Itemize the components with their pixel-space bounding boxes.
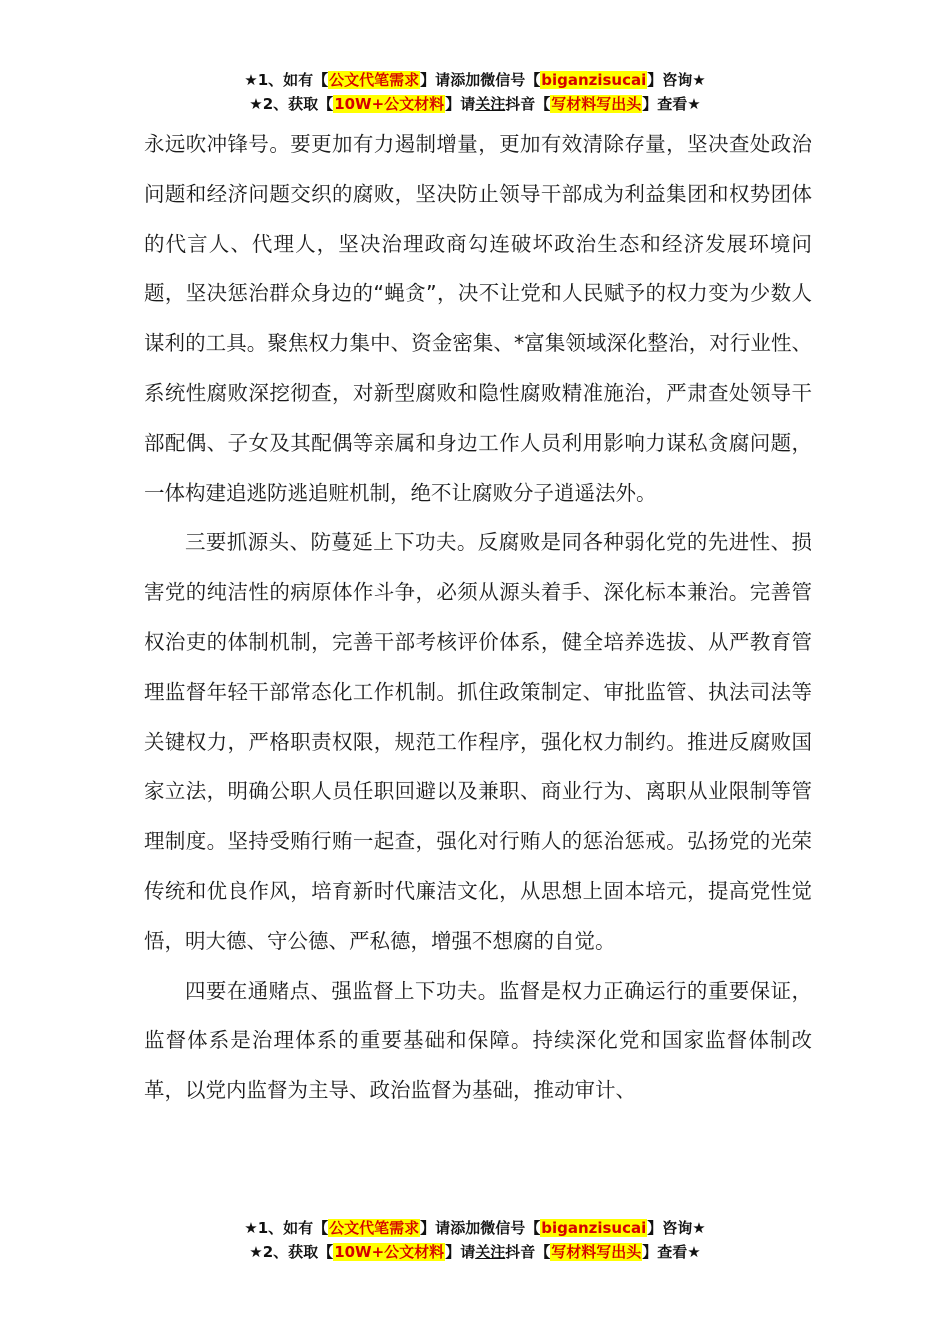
banner-text: 关注 [475, 95, 506, 113]
banner-text: 】咨询★ [647, 71, 706, 89]
banner-line-2 [0, 92, 950, 116]
banner-highlight: 公文代笔需求 [329, 71, 420, 89]
banner-text: 】请 [445, 95, 476, 113]
banner-text: 】查看★ [642, 95, 701, 113]
banner-text: ★2、获取【 [249, 1243, 334, 1261]
banner-highlight: 公文代笔需求 [329, 1219, 420, 1237]
banner-text: ★2、获取【 [249, 95, 334, 113]
banner-text: 】咨询★ [647, 1219, 706, 1237]
banner-text: 】请 [420, 1219, 451, 1237]
footer-banner [0, 1216, 950, 1264]
banner-text: 添加 [450, 71, 481, 89]
banner-text: ★1、如有【 [244, 71, 329, 89]
banner-line-2 [0, 1240, 950, 1264]
banner-text: 】请 [445, 1243, 476, 1261]
banner-text: 添加 [450, 1219, 481, 1237]
header-banner [0, 68, 950, 116]
banner-highlight: biganzisucai [541, 1219, 647, 1237]
banner-text: ★1、如有【 [244, 1219, 329, 1237]
banner-text: 抖音【 [505, 1243, 551, 1261]
document-body [144, 120, 812, 1116]
banner-line-1 [0, 1216, 950, 1240]
banner-line-1 [0, 68, 950, 92]
banner-highlight: 写材料写出头 [551, 1243, 642, 1261]
paragraph-four: 四要在通赌点、强监督上下功夫。监督是权力正确运行的重要保证，监督体系是治理体系的重要基础和保障。持续深化党和国家监督体制改革，以党内监督为主导、政治监督为基础，推动审计、 [144, 978, 812, 1103]
banner-text: 关注 [475, 1243, 506, 1261]
paragraph-continued: 永远吹冲锋号。要更加有力遏制增量，更加有效清除存量，坚决查处政治问题和经济问题交织的腐败，坚决防止领导干部成为利益集团和权势团体的代言人、代理人，坚决治理政商勾连破坏政治生态和经济发展环境问题，坚决惩治群众身边的“蝇贪”，决不让党和人民赋予的权力变为少数人谋利的工具。聚焦权力集中、资金密集、*富集领域深化整治，对行业性、系统性腐败深挖彻查，对新型腐败和隐性腐败精准施治，严肃查处领导干部配偶、子女及其配偶等亲属和身边工作人员利用影响力谋私贪腐问题，一体构建追逃防逃追赃机制，绝不让腐败分子逍遥法外。 [144, 132, 812, 505]
banner-highlight: 10W+公文材料 [334, 95, 445, 113]
banner-text: 微信号【 [480, 71, 541, 89]
banner-highlight: biganzisucai [541, 71, 647, 89]
banner-text: 】查看★ [642, 1243, 701, 1261]
banner-text: 】请 [420, 71, 451, 89]
banner-highlight: 写材料写出头 [551, 95, 642, 113]
paragraph-three: 三要抓源头、防蔓延上下功夫。反腐败是同各种弱化党的先进性、损害党的纯洁性的病原体作斗争，必须从源头着手、深化标本兼治。完善管权治吏的体制机制，完善干部考核评价体系，健全培养选拔、从严教育管理监督年轻干部常态化工作机制。抓住政策制定、审批监管、执法司法等关键权力，严格职责权限，规范工作程序，强化权力制约。推进反腐败国家立法，明确公职人员任职回避以及兼职、商业行为、离职从业限制等管理制度。坚持受贿行贿一起查，强化对行贿人的惩治惩戒。弘扬党的光荣传统和优良作风，培育新时代廉洁文化，从思想上固本培元，提高党性觉悟，明大德、守公德、严私德，增强不想腐的自觉。 [144, 530, 812, 953]
banner-text: 微信号【 [480, 1219, 541, 1237]
banner-highlight: 10W+公文材料 [334, 1243, 445, 1261]
banner-text: 抖音【 [505, 95, 551, 113]
